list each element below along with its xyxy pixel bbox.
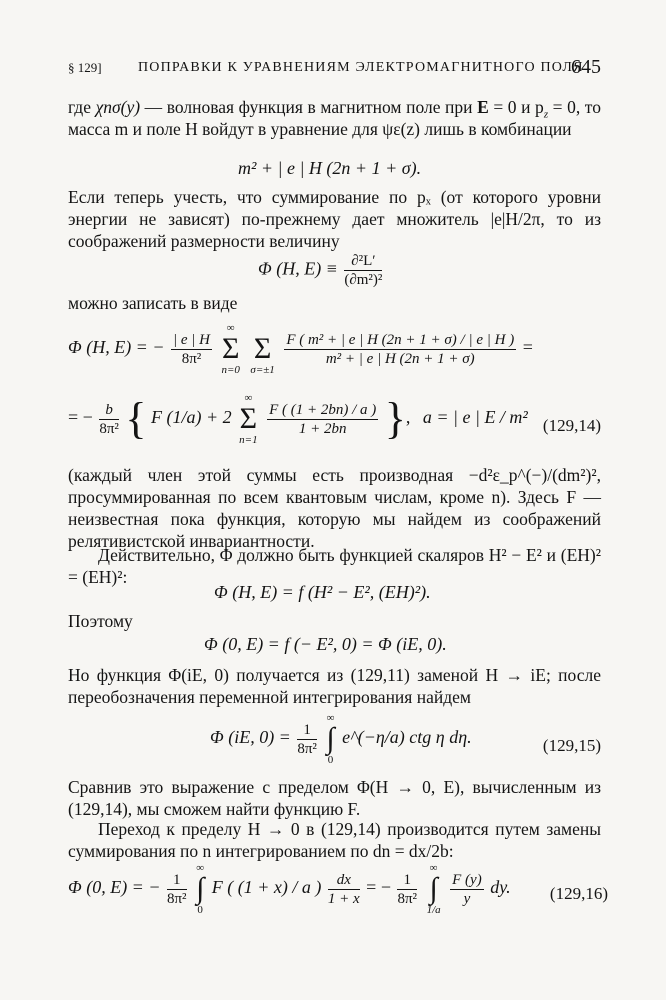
paragraph-8: Сравнив это выражение с пределом Φ(H → 0, E), вычисленным из (129,14), мы сможем найти функцию F. bbox=[68, 777, 601, 819]
eq1414-coef-den: 8π² bbox=[99, 420, 119, 437]
eq-number-129-16: (129,16) bbox=[549, 884, 608, 903]
eq-number-129-15: (129,15) bbox=[542, 736, 601, 755]
p1-text-b: — волновая функция в магнитном поле при bbox=[140, 97, 478, 117]
p1-text-c: = 0 и p bbox=[488, 97, 544, 117]
equation-129-10: Φ (H, E) = − $\frac{| e | H}{\text{8π²}}$ ∞ Σ n=0 Σ σ=±1 $\frac{\text{F ( m² + | e | H (2n + 1 + σ) / | e | H )}}{\text{m² + | e | H (2n + 1 + σ)}}$ = bbox=[68, 322, 533, 376]
int2-bottom: 1/a bbox=[426, 904, 441, 916]
eq1415-coef-num: 1 bbox=[297, 721, 317, 740]
equation-129-15 bbox=[210, 712, 472, 766]
p1-bold-E: E bbox=[477, 97, 489, 117]
page-number: 645 bbox=[571, 56, 601, 78]
sum-over-n-1: ∞ Σ n=1 bbox=[239, 392, 258, 446]
eq1416-Fy-den: y bbox=[463, 890, 471, 907]
p1-chi: χnσ(y) bbox=[95, 97, 141, 117]
eq1410-coef-num: | e | H bbox=[172, 331, 210, 348]
eq1415-coef-den: 8π² bbox=[297, 740, 317, 757]
eq1416-dy: dy. bbox=[490, 877, 511, 898]
equation-combination: m² + | e | H (2n + 1 + σ). bbox=[238, 158, 422, 178]
eq1410-denominator: m² + | e | H (2n + 1 + σ) bbox=[325, 350, 475, 367]
eq1416-Fy-fraction bbox=[450, 871, 484, 908]
eq1414-F-term: F (1/a) + 2 bbox=[151, 407, 232, 428]
eq1416-lhs: Φ (0, E) = − bbox=[68, 877, 161, 898]
paragraph-1: где χnσ(y) — волновая функция в магнитном поле при E = 0 и $p_z = 0$, то масса m и поле H войдут в уравнение для ψε(z) лишь в комбинации bbox=[68, 97, 601, 139]
int1-top: ∞ bbox=[196, 862, 205, 874]
paragraph-6: Поэтому bbox=[68, 611, 133, 631]
eq1410-coef bbox=[171, 331, 212, 368]
section-number: § 129] bbox=[68, 60, 102, 75]
running-title: ПОПРАВКИ К УРАВНЕНИЯМ ЭЛЕКТРОМАГНИТНОГО ПОЛЯ bbox=[138, 60, 584, 75]
eq1414-coef bbox=[99, 401, 119, 438]
eq1416-coef2-den: 8π² bbox=[397, 890, 418, 907]
eq1414-a-definition: a = | e | E / m² bbox=[422, 407, 528, 428]
paragraph-2: Если теперь учесть, что суммирование по pₓ (от которого уровни энергии не зависят) по-прежнему дает множитель |e|H/2π, то из соображений размерности величину bbox=[68, 187, 601, 251]
eq1416-F: F ( (1 + x) / a ) bbox=[211, 877, 322, 898]
paragraph-4: (каждый член этой суммы есть производная −d²ε_p^(−)/(dm²)², просуммированная по всем квантовым числам, кроме n). Здесь F — неизвестная пока функция, которую мы найдем из соображений релятивистской инвариантности. bbox=[68, 465, 601, 551]
eq1416-coef2 bbox=[397, 871, 417, 908]
p1-text-a: где bbox=[68, 97, 96, 117]
integral-1: ∞ ∫ 0 bbox=[196, 862, 205, 916]
eq1416-coef-den: 8π² bbox=[166, 890, 187, 907]
integral-0-inf: ∞ ∫ 0 bbox=[326, 712, 335, 766]
int-top: ∞ bbox=[326, 712, 335, 724]
int2-top: ∞ bbox=[429, 862, 438, 874]
sum-over-n: ∞ Σ n=0 bbox=[221, 322, 240, 376]
eq1414-main-fraction bbox=[267, 401, 378, 438]
phi-def-num: ∂²L′ bbox=[344, 252, 382, 271]
sum-over-sigma: Σ σ=±1 bbox=[250, 332, 275, 376]
sum-n1-top: ∞ bbox=[244, 392, 253, 404]
sum-n-bottom: n=0 bbox=[221, 364, 240, 376]
int-bottom: 0 bbox=[327, 754, 334, 766]
eq1416-coef2-num: 1 bbox=[397, 871, 417, 890]
eq1410-coef-den: 8π² bbox=[181, 350, 202, 367]
eq1410-main-fraction bbox=[284, 331, 516, 368]
int1-bottom: 0 bbox=[197, 904, 203, 916]
equation-phi-zero: Φ (0, E) = f (− E², 0) = Φ (iE, 0). bbox=[204, 634, 447, 654]
eq1416-Fy-num: F (y) bbox=[452, 871, 482, 888]
eq1410-lhs: Φ (H, E) = − bbox=[68, 337, 165, 358]
eq1416-dx-num: dx bbox=[328, 871, 360, 890]
equation-f-scalars: Φ (H, E) = f (H² − E², (EH)²). bbox=[214, 582, 431, 602]
paragraph-5: Действительно, Φ должно быть функцией скаляров H² − E² и (EH)² = (EH)²: bbox=[68, 545, 601, 587]
eq1416-coef bbox=[167, 871, 187, 908]
eq1416-dx-den: 1 + x bbox=[327, 890, 360, 907]
p1-text-d: = 0, то масса m и поле H войдут в уравнение для ψε(z) лишь в комбинации bbox=[68, 97, 601, 139]
integral-2: ∞ ∫ 1/a bbox=[426, 862, 441, 916]
running-header bbox=[68, 56, 601, 82]
eq1416-coef-num: 1 bbox=[167, 871, 187, 890]
eq-number-129-14: (129,14) bbox=[542, 416, 601, 435]
paragraph-7: Но функция Φ(iE, 0) получается из (129,11) заменой H → iE; после переобозначения переменной интегрирования найдем bbox=[68, 665, 601, 707]
paragraph-9: Переход к пределу H → 0 в (129,14) производится путем замены суммирования по n интегрированием по dn = dx/2b: bbox=[68, 819, 601, 861]
eq1414-numerator: F ( (1 + 2bn) / a ) bbox=[269, 401, 377, 418]
eq1415-integrand: e^(−η/a) ctg η dη. bbox=[342, 727, 472, 748]
equation-phi-definition bbox=[258, 252, 384, 289]
paragraph-3: можно записать в виде bbox=[68, 293, 238, 313]
sum-n1-bottom: n=1 bbox=[239, 434, 258, 446]
eq1414-lhs: = − bbox=[68, 407, 93, 428]
eq1414-coef-num: b bbox=[99, 401, 119, 420]
eq1414-denominator: 1 + 2bn bbox=[298, 420, 347, 437]
equation-129-14: = − $\frac{b}{\text{8π²}}$ { F (1/a) + 2 ∞ Σ n=1 $\frac{F ( (1 + 2bn) / a )}{1 + 2bn}$ }, a = | e | E / m² bbox=[68, 392, 528, 446]
eq1415-lhs: Φ (iE, 0) = bbox=[210, 727, 291, 748]
phi-def-fraction bbox=[344, 252, 382, 289]
sum-sigma-bottom: σ=±1 bbox=[250, 364, 275, 376]
eq1416-dx-fraction bbox=[328, 871, 360, 908]
equation-129-16 bbox=[68, 862, 511, 916]
phi-def-lhs: Φ (H, E) ≡ bbox=[258, 258, 338, 279]
eq1410-numerator: F ( m² + | e | H (2n + 1 + σ) / | e | H ) bbox=[286, 331, 515, 348]
phi-def-den: (∂m²)² bbox=[344, 272, 383, 288]
eq1416-mid: = − bbox=[366, 877, 391, 898]
eq1415-coef bbox=[297, 721, 317, 758]
sum-n-top: ∞ bbox=[226, 322, 235, 334]
